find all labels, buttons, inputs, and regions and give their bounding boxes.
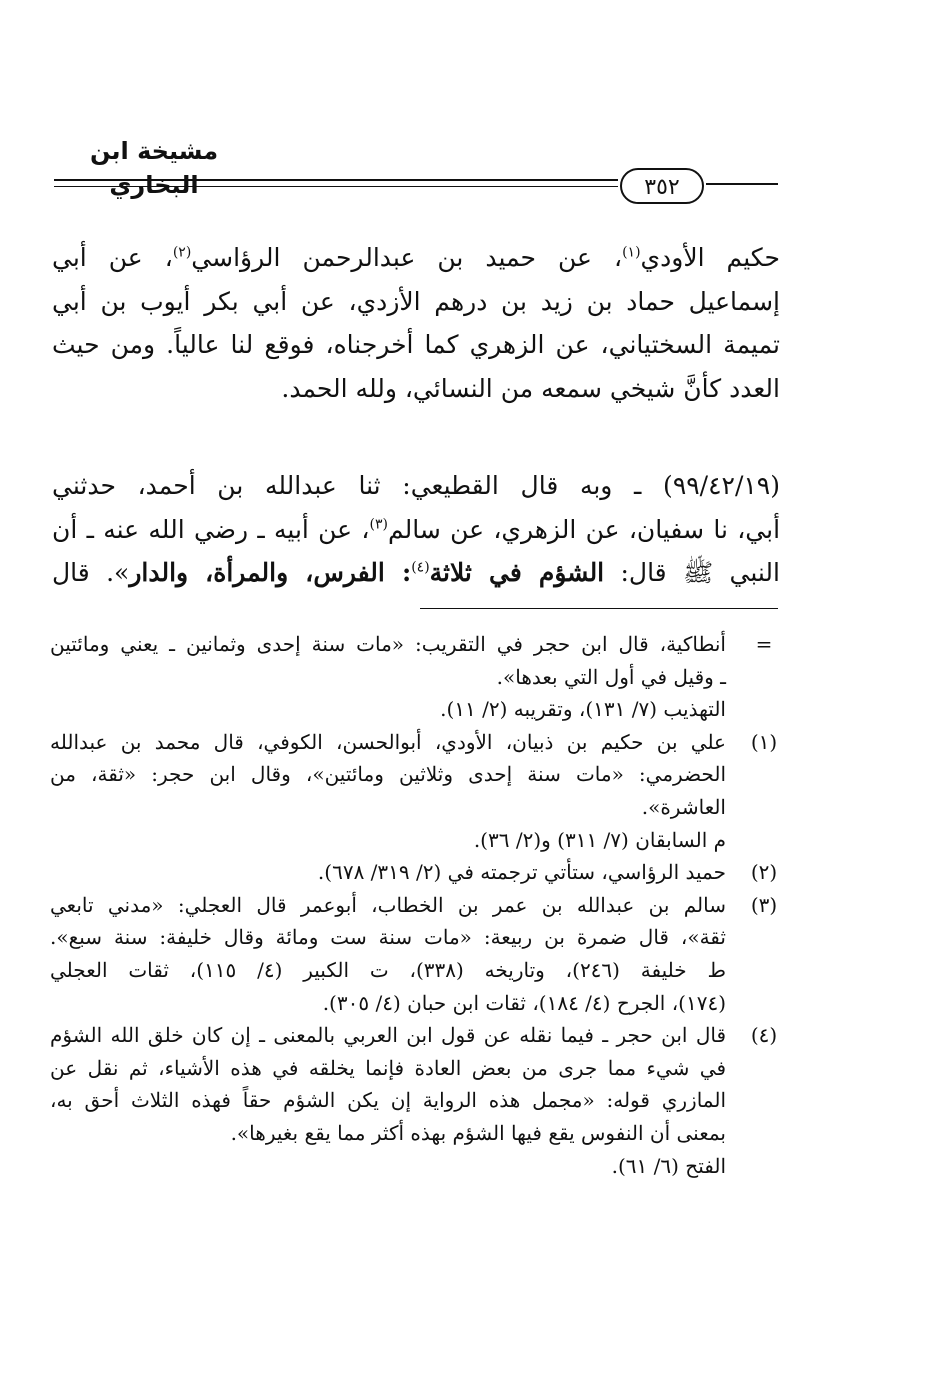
header-rule-thick bbox=[54, 179, 618, 181]
footnote-4 bbox=[50, 1019, 784, 1182]
footnote-line: الحضرمي: «مات سنة إحدى وثلاثين ومائتين»، وقال ابن حجر: «ثقة، من bbox=[50, 762, 726, 787]
footnote-line: في شيء مما جرى من بعض العادة فإنما يخلقه في هذه الأشياء، ثم نقل عن bbox=[50, 1055, 726, 1080]
footnote-line: العاشرة». bbox=[641, 794, 726, 819]
text-run: النبي ﷺ قال: bbox=[604, 558, 780, 587]
hadith-text: : الفرس، والمرأة، والدار bbox=[129, 558, 412, 587]
text-run: ». قال bbox=[52, 558, 130, 587]
footnote-line: (١٧٤)، الجرح (٤/ ١٨٤)، ثقات ابن حبان (٤/ ٣٠٥). bbox=[322, 990, 726, 1015]
footnote-ref: (٤) bbox=[411, 559, 430, 576]
footnote-line: الفتح (٦/ ٦١). bbox=[611, 1153, 726, 1178]
footnote-line: المازري قوله: «مجمل هذه الرواية إن يكن الشؤم حقاً فهذه الثلاث أحق به، bbox=[50, 1088, 726, 1113]
body-line: تميمة السختياني، عن الزهري كما أخرجناه، فوقع لنا عالياً. ومن حيث bbox=[52, 330, 780, 359]
text-run: ، عن أبي bbox=[52, 243, 173, 272]
body-line: العدد كأنَّ شيخي سمعه من النسائي، ولله الحمد. bbox=[281, 373, 780, 403]
body-line: إسماعيل حماد بن زيد بن درهم الأزدي، عن أبي بكر أيوب بن أبي bbox=[52, 286, 780, 316]
body-line bbox=[52, 508, 780, 552]
footnote-line: ـ وقيل في أول التي بعدها». bbox=[496, 664, 726, 689]
footnote-line: بمعنى أن النفوس يقع فيها الشؤم بهذه أكثر مما يقع بغيرها». bbox=[230, 1120, 726, 1145]
footnote-line: ثقة»، قال ضمرة بن ربيعة: «مات سنة ست ومائة وقال خليفة: سنة سبع». bbox=[50, 925, 726, 950]
body-paragraph-1 bbox=[52, 236, 780, 410]
footnotes-section bbox=[50, 628, 784, 1182]
footnote-1 bbox=[50, 726, 784, 856]
footnote-line: سالم بن عبدالله بن عمر بن الخطاب، أبوعمر قال العجلي: «مدني تابعي bbox=[50, 892, 726, 917]
footnote-line: ط خليفة (٢٤٦)، وتاريخه (٣٣٨)، ت الكبير (٤/ ١١٥)، ثقات العجلي bbox=[50, 957, 726, 982]
hadith-heading-line: (٩٩/٤٢/١٩) ـ وبه قال القطيعي: ثنا عبدالله بن أحمد، حدثني bbox=[52, 471, 780, 500]
footnote-number: (٢) bbox=[750, 860, 778, 885]
text-run: أبي، نا سفيان، عن الزهري، عن سالم bbox=[387, 514, 781, 544]
footnote-line: التهذيب (٧/ ١٣١)، وتقريبه (٢/ ١١). bbox=[440, 697, 726, 722]
footnote-ref: (١) bbox=[622, 244, 641, 261]
text-run: حكيم الأودي bbox=[640, 243, 780, 272]
footnote-2 bbox=[50, 856, 784, 889]
footnote-continued bbox=[50, 628, 784, 726]
footnote-line: أنطاكية، قال ابن حجر في التقريب: «مات سنة إحدى وثمانين ـ يعني ومائتين bbox=[50, 632, 726, 656]
footnote-number: (٣) bbox=[750, 892, 778, 917]
body-line bbox=[52, 236, 780, 280]
footnote-number: (١) bbox=[750, 729, 778, 754]
body-line bbox=[52, 551, 780, 595]
page-number: ٣٥٢ bbox=[620, 168, 704, 204]
body-paragraph-2 bbox=[52, 464, 780, 595]
footnote-3 bbox=[50, 889, 784, 1019]
footnote-line: م السابقان (٧/ ٣١١) و(٢/ ٣٦). bbox=[473, 827, 726, 852]
footnote-line: علي بن حكيم بن ذبيان، الأودي، أبوالحسن، الكوفي، قال محمد بن عبدالله bbox=[50, 729, 726, 754]
footnote-divider bbox=[420, 608, 778, 609]
footnote-line: قال ابن حجر ـ فيما نقله عن قول ابن العربي بالمعنى ـ إن كان خلق الله الشؤم bbox=[50, 1023, 726, 1048]
footnote-number: (٤) bbox=[750, 1023, 778, 1048]
text-run: ، عن حميد بن عبدالرحمن الرؤاسي bbox=[191, 243, 623, 272]
header-rule-thin bbox=[54, 186, 618, 187]
header-rule-right bbox=[706, 183, 778, 185]
text-run: ، عن أبيه ـ رضي الله عنه ـ أن bbox=[52, 514, 370, 544]
running-header-title: مشيخة ابن البخاري bbox=[89, 137, 219, 199]
footnote-ref: (٣) bbox=[369, 516, 388, 533]
continuation-marker: = bbox=[755, 632, 773, 656]
hadith-text: الشؤم في ثلاثة bbox=[429, 558, 605, 587]
footnote-line: حميد الرؤاسي، ستأتي ترجمته في (٢/ ٣١٩/ ٦٧٨). bbox=[317, 860, 726, 885]
footnote-ref: (٢) bbox=[172, 244, 192, 261]
